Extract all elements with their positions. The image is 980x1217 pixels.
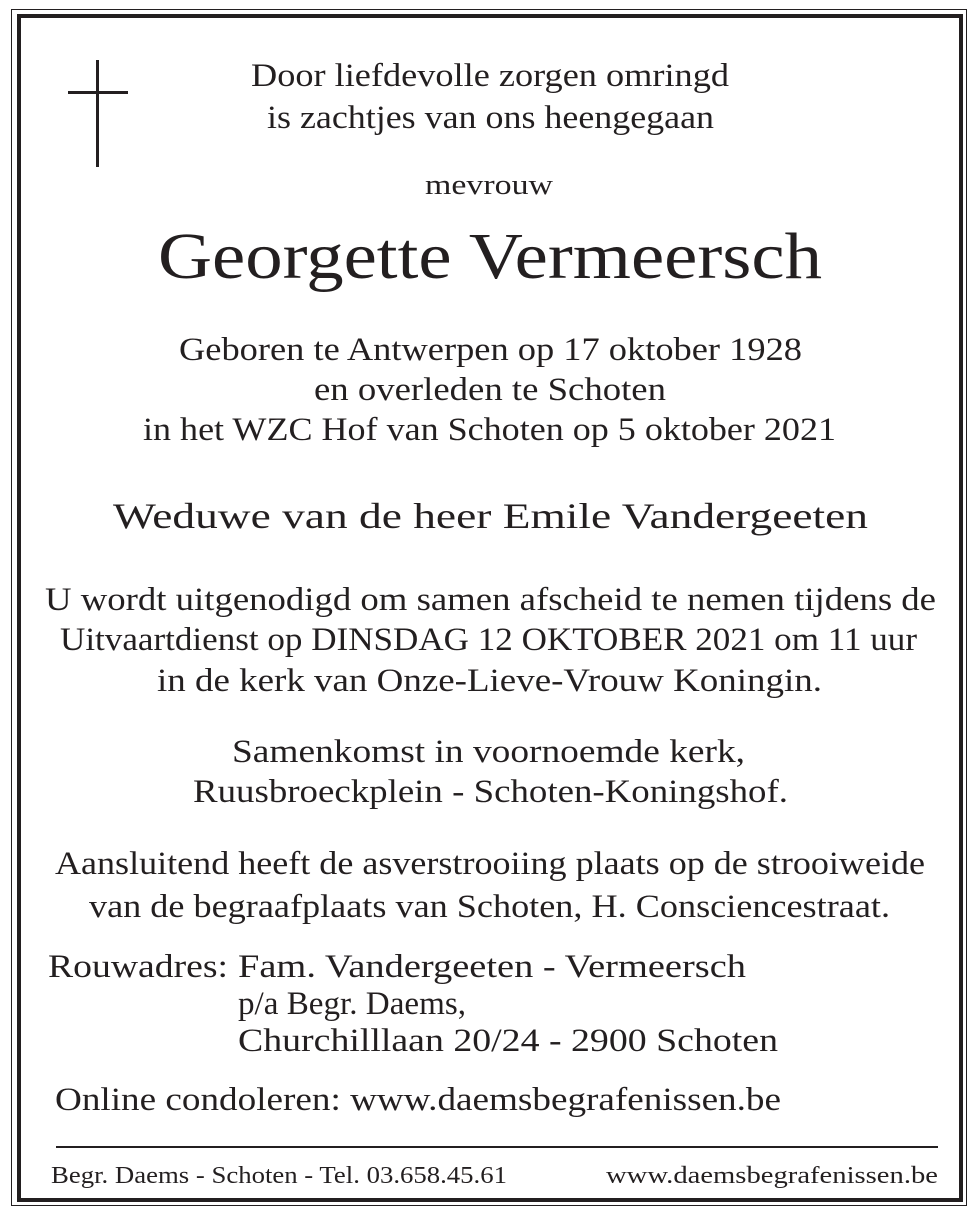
- online-condolence-link[interactable]: Online condoleren: www.daemsbegrafenissen.be: [55, 1082, 781, 1118]
- footer-contact: Begr. Daems - Schoten - Tel. 03.658.45.61: [51, 1163, 507, 1189]
- deceased-name: Georgette Vermeersch: [158, 220, 822, 293]
- gathering-line-2: Ruusbroeckplein - Schoten-Koningshof.: [193, 774, 788, 810]
- service-line-1: U wordt uitgenodigd om samen afscheid te nemen tijdens de: [45, 582, 936, 618]
- title-prefix: mevrouw: [425, 169, 553, 201]
- burial-line-2: van de begraafplaats van Schoten, H. Consciencestraat.: [89, 889, 890, 925]
- footer-divider: [56, 1146, 938, 1148]
- address-label: Rouwadres:: [48, 949, 228, 985]
- footer-website-link[interactable]: www.daemsbegrafenissen.be: [606, 1163, 938, 1189]
- intro-line-2: is zachtjes van ons heengegaan: [267, 100, 714, 136]
- intro-line-1: Door liefdevolle zorgen omringd: [251, 58, 729, 94]
- address-line-3: Churchilllaan 20/24 - 2900 Schoten: [238, 1023, 778, 1059]
- address-line-2: p/a Begr. Daems,: [238, 986, 466, 1022]
- death-place-line: in het WZC Hof van Schoten op 5 oktober 2021: [143, 412, 836, 448]
- burial-line-1: Aansluitend heeft de asverstrooiing plaats op de strooiweide: [55, 846, 925, 882]
- service-line-2: Uitvaartdienst op DINSDAG 12 OKTOBER 2021 om 11 uur: [60, 622, 917, 658]
- death-line: en overleden te Schoten: [314, 372, 666, 408]
- spouse-line: Weduwe van de heer Emile Vandergeeten: [113, 496, 868, 536]
- gathering-line-1: Samenkomst in voornoemde kerk,: [232, 734, 745, 770]
- cross-icon: [68, 60, 128, 167]
- address-line-1: Fam. Vandergeeten - Vermeersch: [238, 949, 746, 985]
- birth-line: Geboren te Antwerpen op 17 oktober 1928: [179, 332, 802, 368]
- service-line-3: in de kerk van Onze-Lieve-Vrouw Koningin.: [157, 663, 822, 699]
